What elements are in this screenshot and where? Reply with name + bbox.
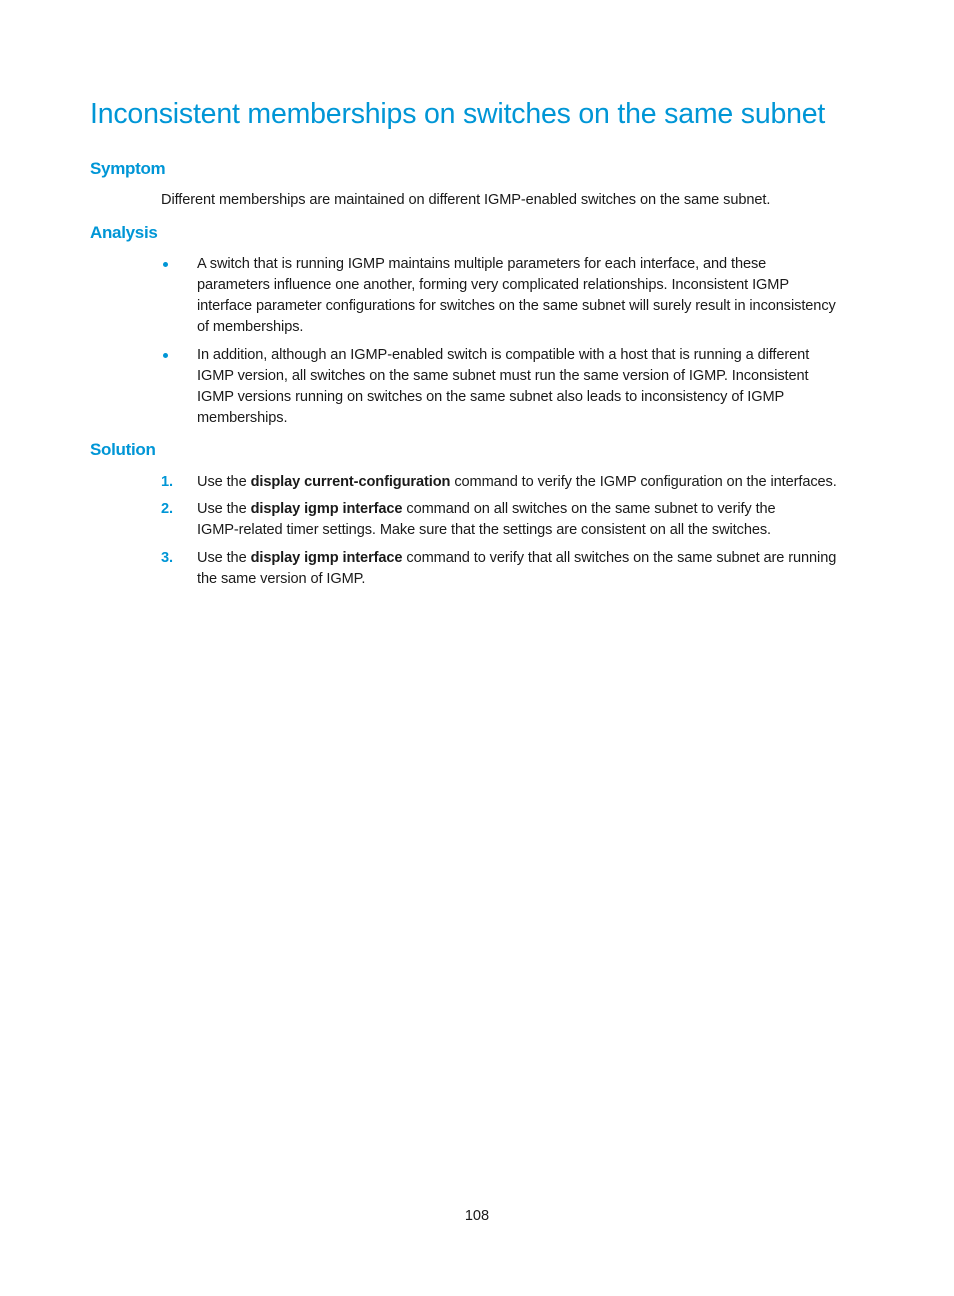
step-text-suffix: command to verify that all switches on the same subnet are running bbox=[402, 550, 837, 566]
bullet-line: In addition, although an IGMP-enabled switch is compatible with a host that is running a different bbox=[197, 347, 810, 363]
step-text-prefix: Use the bbox=[197, 550, 251, 566]
step-command: display igmp interface bbox=[250, 550, 403, 566]
bullet-line: parameters influence one another, forming very complicated relationships. Inconsistent IGMP bbox=[197, 277, 789, 293]
symptom-text: Different memberships are maintained on different IGMP-enabled switches on the same subnet. bbox=[161, 192, 771, 208]
step-text-suffix: command to verify the IGMP configuration on the interfaces. bbox=[450, 474, 837, 490]
step-number: 2. bbox=[161, 501, 173, 517]
step-text-line2: IGMP-related timer settings. Make sure that the settings are consistent on all the switches. bbox=[197, 522, 772, 538]
analysis-bullet-1 bbox=[161, 254, 871, 338]
step-command: display igmp interface bbox=[250, 501, 403, 517]
bullet-line: IGMP versions running on switches on the same subnet also leads to inconsistency of IGMP bbox=[197, 389, 785, 405]
solution-step-1 bbox=[161, 472, 871, 493]
step-command: display current-configuration bbox=[250, 474, 451, 490]
bullet-icon bbox=[163, 262, 168, 267]
symptom-heading: Symptom bbox=[90, 159, 166, 178]
solution-heading: Solution bbox=[90, 440, 156, 459]
page-title: Inconsistent memberships on switches on the same subnet bbox=[90, 98, 826, 130]
analysis-heading: Analysis bbox=[90, 223, 158, 242]
solution-step-2 bbox=[161, 499, 871, 541]
step-number: 1. bbox=[161, 474, 173, 490]
analysis-bullet-2 bbox=[161, 345, 871, 429]
step-text-prefix: Use the bbox=[197, 474, 251, 490]
step-text-prefix: Use the bbox=[197, 501, 251, 517]
bullet-line: interface parameter configurations for switches on the same subnet will surely result in inconsistency bbox=[197, 298, 836, 314]
solution-step-3 bbox=[161, 548, 871, 590]
page-number: 108 bbox=[464, 1208, 490, 1224]
bullet-line: A switch that is running IGMP maintains multiple parameters for each interface, and these bbox=[197, 256, 767, 272]
bullet-line: memberships. bbox=[197, 410, 288, 426]
bullet-line: IGMP version, all switches on the same subnet must run the same version of IGMP. Inconsistent bbox=[197, 368, 809, 384]
step-number: 3. bbox=[161, 550, 173, 566]
step-text-line2: the same version of IGMP. bbox=[197, 571, 366, 587]
step-text-suffix: command on all switches on the same subnet to verify the bbox=[402, 501, 776, 517]
bullet-icon bbox=[163, 353, 168, 358]
bullet-line: of memberships. bbox=[197, 319, 304, 335]
